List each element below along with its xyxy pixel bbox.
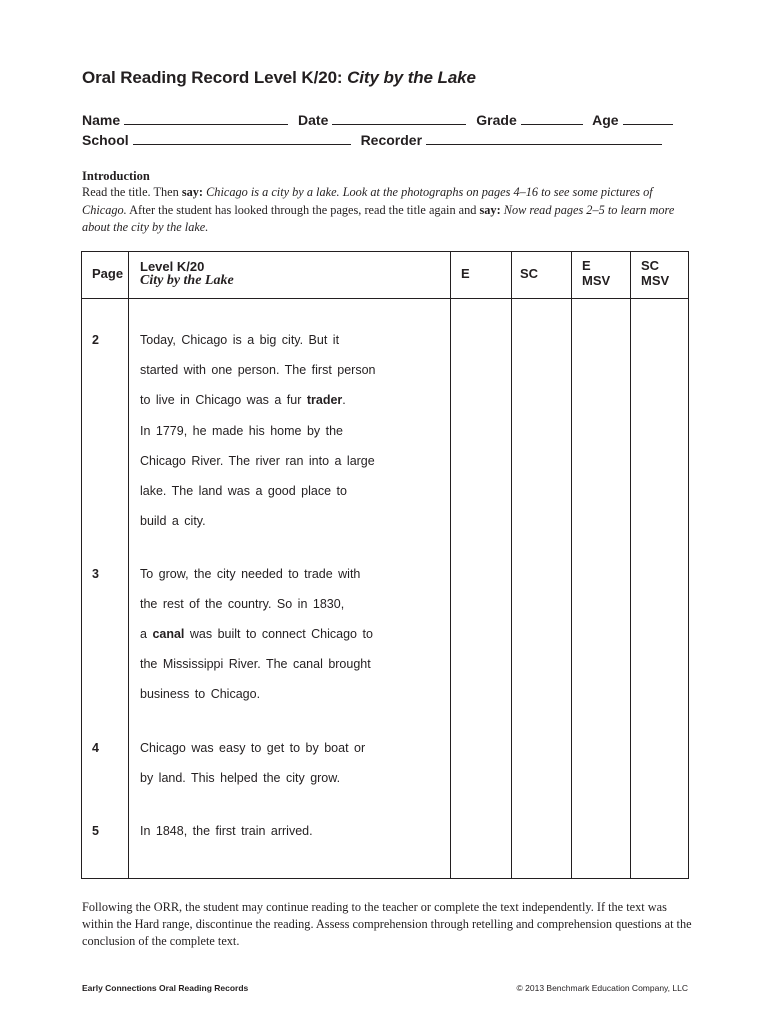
student-info-row-2 [82, 132, 668, 148]
footer-left: Early Connections Oral Reading Records [82, 983, 249, 993]
header-level: Level K/20 [140, 259, 205, 274]
name-label: Name [82, 112, 121, 128]
date-label: Date [298, 112, 329, 128]
date-field[interactable] [332, 112, 466, 125]
student-info-row-1 [82, 112, 679, 128]
footer-right: © 2013 Benchmark Education Company, LLC [516, 983, 688, 993]
header-sc-msv: SC MSV [641, 258, 670, 288]
text-line: by land. This helped the city grow. [140, 771, 341, 785]
text-line: the Mississippi River. The canal brought [140, 657, 371, 671]
vocab-word: trader [306, 393, 343, 407]
book-title: City by the Lake [347, 68, 476, 87]
age-label: Age [592, 112, 619, 128]
introduction-text: Read the title. Then say: Chicago is a city by a lake. Look at the photographs on pages 4–16 to see some pictures of Chicago. After the student has looked through the pages, read the title again and say: Now read pages 2–5 to learn more about the city by the lake. [82, 185, 675, 234]
text-line: the rest of the country. So in 1830, [140, 597, 345, 611]
grade-label: Grade [476, 112, 517, 128]
text-line: started with one person. The first person [140, 363, 376, 377]
page-number: 2 [92, 333, 99, 347]
text-line: In 1848, the first train arrived. [140, 824, 313, 838]
col-divider [450, 252, 451, 878]
introduction-heading: Introduction [82, 169, 150, 183]
recorder-field[interactable] [426, 132, 662, 145]
header-sc: SC [520, 266, 539, 281]
page-number: 5 [92, 824, 99, 838]
text-line: In 1779, he made his home by the [140, 424, 344, 438]
page-number: 3 [92, 567, 99, 581]
recorder-label: Recorder [360, 132, 423, 148]
grade-field[interactable] [521, 112, 583, 125]
following-instructions: Following the ORR, the student may continue reading to the teacher or complete the text independently. If the text was within the Hard range, discontinue the reading. Assess comprehension through retelling and comprehension questions at the conclusion of the complete text. [82, 900, 692, 948]
col-divider [128, 252, 129, 878]
text-line: Chicago was easy to get to by boat or [140, 741, 366, 755]
page-number: 4 [92, 741, 99, 755]
col-divider [630, 252, 631, 878]
page-title: Oral Reading Record Level K/20: City by the Lake [82, 68, 476, 87]
header-book-title: City by the Lake [140, 273, 234, 288]
text-line: business to Chicago. [140, 687, 261, 701]
header-e: E [461, 266, 470, 281]
text-line: Today, Chicago is a big city. But it [140, 333, 340, 347]
header-page: Page [92, 266, 124, 281]
school-field[interactable] [133, 132, 351, 145]
vocab-word: canal [152, 627, 185, 641]
name-field[interactable] [124, 112, 288, 125]
text-line: build a city. [140, 514, 206, 528]
school-label: School [82, 132, 129, 148]
reading-record-table [81, 251, 689, 879]
header-e-msv: E MSV [582, 258, 611, 288]
header-divider [82, 298, 688, 299]
col-divider [511, 252, 512, 878]
age-field[interactable] [623, 112, 673, 125]
text-line: To grow, the city needed to trade with [140, 567, 361, 581]
text-line: lake. The land was a good place to [140, 484, 347, 498]
text-line: a canal was built to connect Chicago to [140, 627, 373, 641]
text-line: Chicago River. The river ran into a large [140, 454, 375, 468]
col-divider [571, 252, 572, 878]
text-line: to live in Chicago was a fur trader. [140, 393, 346, 407]
